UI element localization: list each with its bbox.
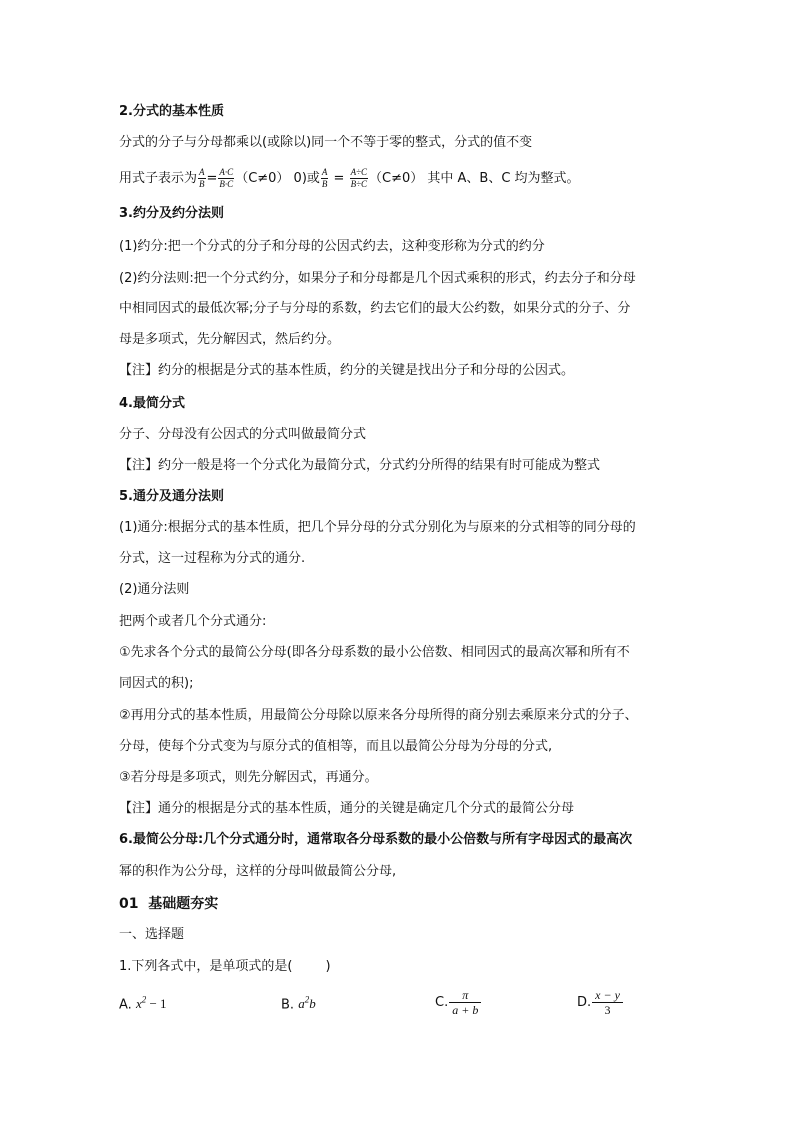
option-a-label: A. — [119, 997, 132, 1013]
fraction-adivc-over-bdivc: $\frac{A\div C}{B\div C}$ — [350, 167, 368, 189]
option-d — [577, 988, 624, 1017]
exercise-sub-heading: 一、选择题 — [119, 927, 185, 942]
section-3-para-2-line-2: 中相同因式的最低次幂;分子与分母的系数，约去它们的最大公约数，如果分式的分子、分 — [119, 301, 631, 316]
section-4-text: 分子、分母没有公因式的分式叫做最简分式 — [119, 427, 367, 442]
section-3-para-2-line-3: 母是多项式，先分解因式，然后约分。 — [119, 332, 341, 347]
section-5-para-1-line-1: (1)通分:根据分式的基本性质，把几个异分母的分式分别化为与原来的分式相等的同分母的 — [119, 520, 636, 535]
section-6-line-2: 幂的积作为公分母，这样的分母叫做最简公分母, — [119, 864, 397, 879]
section-3-title: 3.约分及约分法则 — [119, 206, 224, 221]
section-3-para-1: (1)约分:把一个分式的分子和分母的公因式约去，这种变形称为分式的约分 — [119, 239, 545, 254]
option-b-label: B. — [281, 997, 295, 1013]
fraction-a-over-b: $\frac{A}{B}$ — [199, 167, 205, 189]
option-c-label: C. — [435, 995, 449, 1010]
condition-text: （C≠0） 0)或 — [235, 171, 320, 186]
formula-prefix: 用式子表示为 — [119, 171, 198, 186]
option-b-expr: $a^2b$ — [298, 995, 316, 1012]
section-5-para-2-intro: 把两个或者几个分式通分: — [119, 614, 267, 629]
section-2-formula — [119, 166, 580, 192]
question-1-options — [119, 988, 679, 1022]
section-2-text: 分式的分子与分母都乘以(或除以)同一个不等于零的整式，分式的值不变 — [119, 135, 533, 150]
section-6-line-1: 6.最简公分母:几个分式通分时，通常取各分母系数的最小公倍数与所有字母因式的最高次 — [119, 832, 633, 847]
section-5-step-3: ③若分母是多项式，则先分解因式，再通分。 — [119, 770, 378, 785]
section-5-step-1-line-2: 同因式的积); — [119, 676, 194, 691]
option-c-fraction: $\frac{\pi}{a + b}$ — [449, 988, 481, 1017]
section-3-para-2-line-1: (2)约分法则:把一个分式约分，如果分子和分母都是几个因式乘积的形式，约去分子和分母 — [119, 271, 636, 286]
section-5-para-1-line-2: 分式，这一过程称为分式的通分. — [119, 551, 306, 566]
section-5-step-2-line-1: ②再用分式的基本性质，用最简公分母除以原来各分母所得的商分别去乘原来分式的分子、 — [119, 708, 638, 723]
option-d-label: D. — [577, 995, 592, 1010]
option-d-fraction: $\frac{x - y}{3}$ — [592, 988, 623, 1017]
fraction-a-over-b-2: $\frac{A}{B}$ — [321, 167, 328, 189]
equals-sign-2: = — [329, 171, 349, 186]
equals-sign: = — [206, 171, 218, 186]
question-1-stem: 1.下列各式中，是单项式的是( ) — [119, 959, 331, 974]
option-c — [435, 988, 482, 1017]
section-2-title: 2.分式的基本性质 — [119, 104, 224, 119]
section-5-step-1-line-1: ①先求各个分式的最简公分母(即各分母系数的最小公倍数、相同因式的最高次幂和所有不 — [119, 645, 630, 660]
section-5-title: 5.通分及通分法则 — [119, 489, 224, 504]
section-4-title: 4.最简分式 — [119, 396, 185, 411]
option-b — [281, 991, 316, 1014]
condition-text-2: （C≠0） 其中 A、B、C 均为整式。 — [369, 171, 580, 186]
section-5-para-2-title: (2)通分法则 — [119, 582, 190, 597]
option-a-expr: $x^2 - 1$ — [135, 995, 167, 1012]
section-3-note: 【注】约分的根据是分式的基本性质，约分的关键是找出分子和分母的公因式。 — [119, 363, 575, 378]
section-5-step-2-line-2: 分母，使每个分式变为与原分式的值相等，而且以最简公分母为分母的分式, — [119, 739, 553, 754]
section-4-note: 【注】约分一般是将一个分式化为最简分式，分式约分所得的结果有时可能成为整式 — [119, 458, 601, 473]
section-5-note: 【注】通分的根据是分式的基本性质，通分的关键是确定几个分式的最简公分母 — [119, 801, 575, 816]
exercise-section-heading: 01 基础题夯实 — [119, 896, 219, 912]
fraction-ac-over-bc: $\frac{A\cdot C}{B\cdot C}$ — [219, 167, 234, 189]
option-a — [119, 991, 167, 1014]
